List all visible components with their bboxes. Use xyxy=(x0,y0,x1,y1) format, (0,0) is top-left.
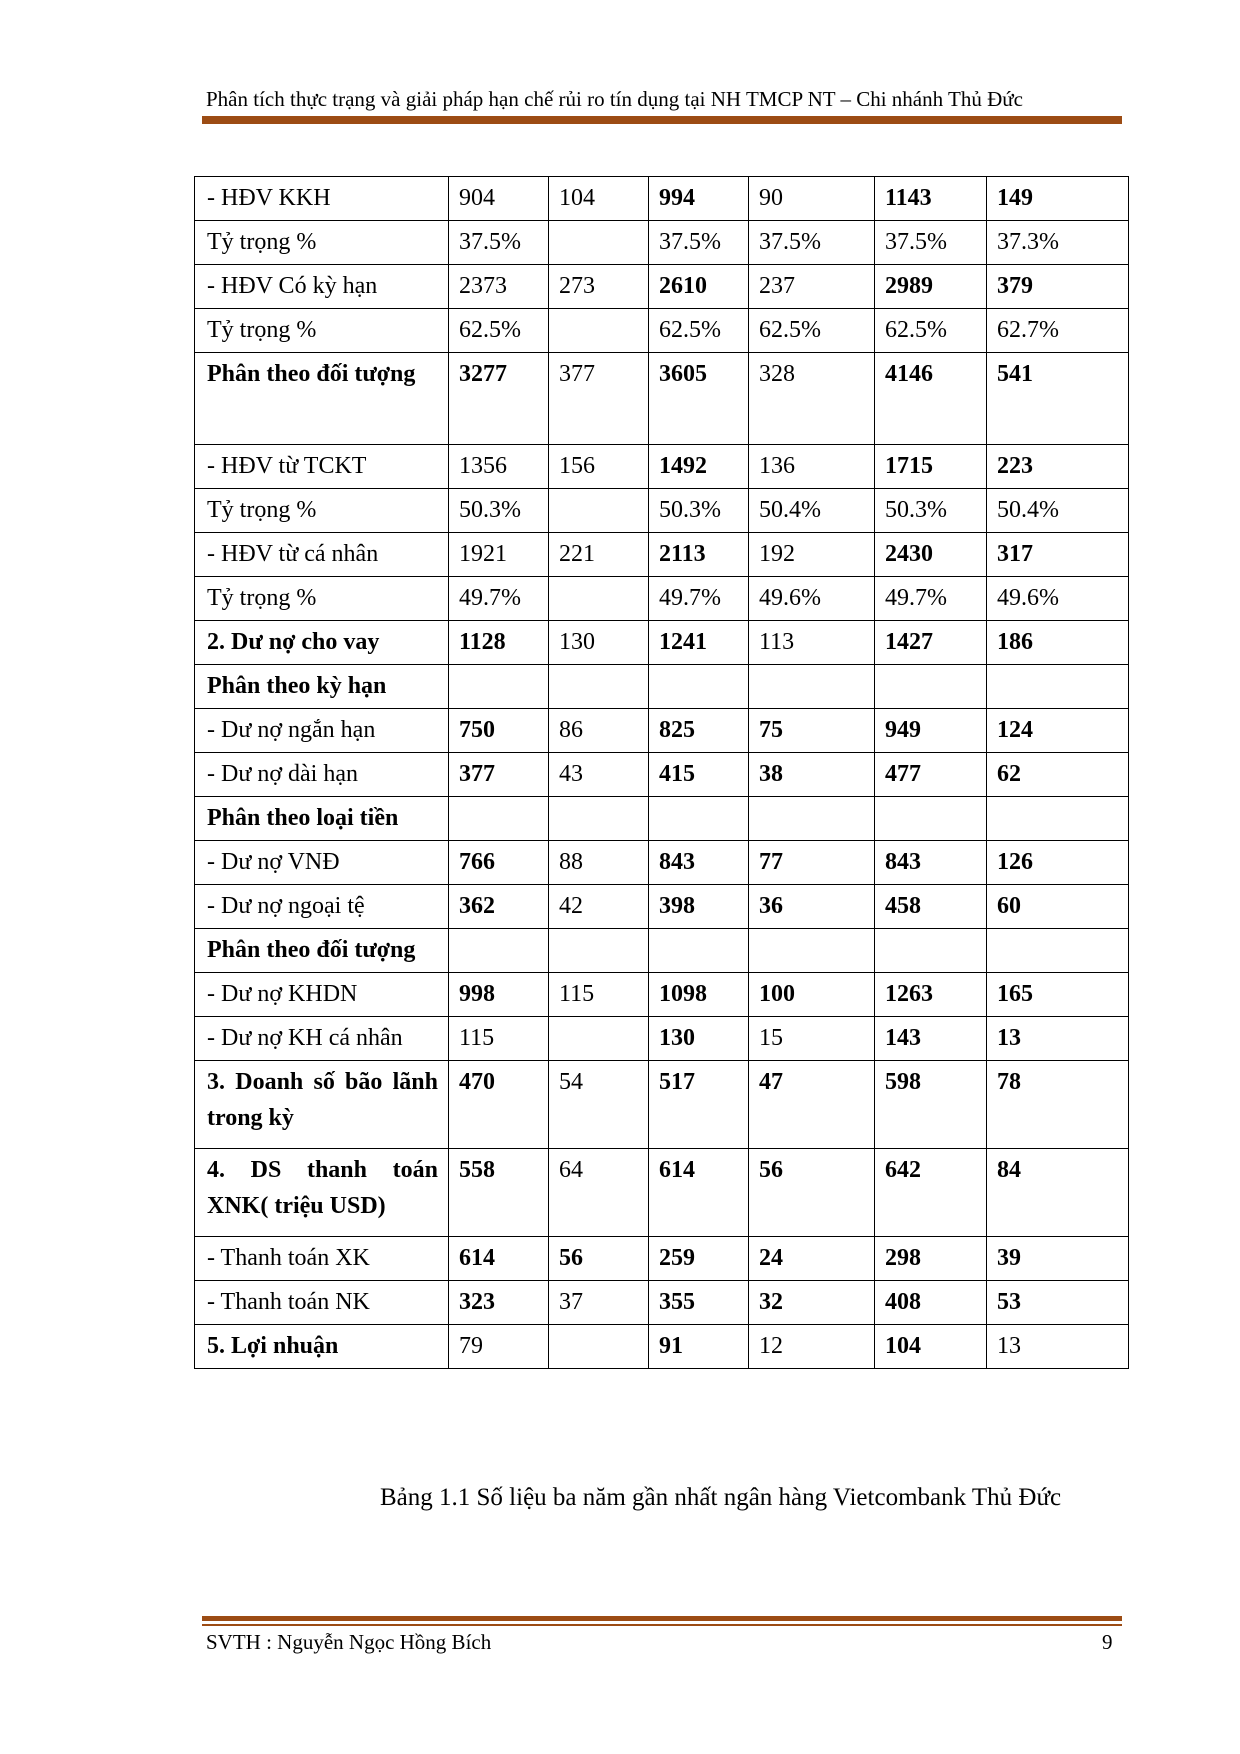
row-label-cell: - HĐV Có kỳ hạn xyxy=(195,265,449,309)
row-label-cell: - Dư nợ KHDN xyxy=(195,973,449,1017)
table-row xyxy=(195,797,1129,841)
value-cell: 64 xyxy=(549,1149,649,1237)
value-cell: 1143 xyxy=(875,177,987,221)
row-label-cell: Tỷ trọng % xyxy=(195,489,449,533)
footer-rule-thin xyxy=(202,1624,1122,1626)
value-cell: 1715 xyxy=(875,445,987,489)
value-cell: 477 xyxy=(875,753,987,797)
value-cell: 49.6% xyxy=(749,577,875,621)
row-label-cell: - Dư nợ ngắn hạn xyxy=(195,709,449,753)
row-label-cell: Phân theo loại tiền xyxy=(195,797,449,841)
row-label-cell: 2. Dư nợ cho vay xyxy=(195,621,449,665)
value-cell xyxy=(449,665,549,709)
value-cell: 149 xyxy=(987,177,1129,221)
row-label-cell: Phân theo đối tượng xyxy=(195,353,449,445)
row-label-cell: - Dư nợ KH cá nhân xyxy=(195,1017,449,1061)
running-header: Phân tích thực trạng và giải pháp hạn chế rủi ro tín dụng tại NH TMCP NT – Chi nhánh Thủ Đức xyxy=(206,87,1023,111)
table-row xyxy=(195,621,1129,665)
value-cell: 1921 xyxy=(449,533,549,577)
value-cell: 86 xyxy=(549,709,649,753)
value-cell: 3277 xyxy=(449,353,549,445)
value-cell xyxy=(749,929,875,973)
value-cell: 62.5% xyxy=(749,309,875,353)
value-cell: 62.5% xyxy=(649,309,749,353)
value-cell: 90 xyxy=(749,177,875,221)
value-cell: 3605 xyxy=(649,353,749,445)
value-cell: 130 xyxy=(549,621,649,665)
value-cell: 1427 xyxy=(875,621,987,665)
value-cell xyxy=(649,797,749,841)
value-cell: 24 xyxy=(749,1237,875,1281)
value-cell: 1263 xyxy=(875,973,987,1017)
value-cell: 104 xyxy=(549,177,649,221)
value-cell: 143 xyxy=(875,1017,987,1061)
table-row xyxy=(195,177,1129,221)
value-cell: 54 xyxy=(549,1061,649,1149)
value-cell: 50.3% xyxy=(649,489,749,533)
value-cell: 843 xyxy=(875,841,987,885)
value-cell: 126 xyxy=(987,841,1129,885)
value-cell: 4146 xyxy=(875,353,987,445)
value-cell: 843 xyxy=(649,841,749,885)
table-row xyxy=(195,1149,1129,1237)
value-cell: 50.3% xyxy=(875,489,987,533)
table-row xyxy=(195,841,1129,885)
row-label-cell: Phân theo kỳ hạn xyxy=(195,665,449,709)
value-cell: 614 xyxy=(449,1237,549,1281)
table-row xyxy=(195,533,1129,577)
value-cell: 541 xyxy=(987,353,1129,445)
value-cell: 91 xyxy=(649,1325,749,1369)
value-cell: 62 xyxy=(987,753,1129,797)
value-cell: 1128 xyxy=(449,621,549,665)
value-cell: 53 xyxy=(987,1281,1129,1325)
value-cell: 2113 xyxy=(649,533,749,577)
value-cell xyxy=(549,221,649,265)
value-cell: 558 xyxy=(449,1149,549,1237)
value-cell: 136 xyxy=(749,445,875,489)
header-rule xyxy=(202,116,1122,124)
row-label-cell: - Thanh toán NK xyxy=(195,1281,449,1325)
value-cell: 88 xyxy=(549,841,649,885)
value-cell xyxy=(875,797,987,841)
value-cell: 377 xyxy=(549,353,649,445)
value-cell: 470 xyxy=(449,1061,549,1149)
value-cell: 156 xyxy=(549,445,649,489)
value-cell: 13 xyxy=(987,1325,1129,1369)
table-row xyxy=(195,309,1129,353)
table-row xyxy=(195,1017,1129,1061)
value-cell: 62.5% xyxy=(449,309,549,353)
value-cell: 998 xyxy=(449,973,549,1017)
value-cell: 949 xyxy=(875,709,987,753)
value-cell: 32 xyxy=(749,1281,875,1325)
value-cell xyxy=(549,797,649,841)
value-cell: 379 xyxy=(987,265,1129,309)
table-row xyxy=(195,929,1129,973)
value-cell: 37.3% xyxy=(987,221,1129,265)
value-cell: 165 xyxy=(987,973,1129,1017)
value-cell: 223 xyxy=(987,445,1129,489)
value-cell: 317 xyxy=(987,533,1129,577)
table-row xyxy=(195,577,1129,621)
value-cell: 298 xyxy=(875,1237,987,1281)
value-cell: 37.5% xyxy=(749,221,875,265)
table-row xyxy=(195,489,1129,533)
table-row xyxy=(195,1325,1129,1369)
row-label-cell: Tỷ trọng % xyxy=(195,309,449,353)
value-cell: 60 xyxy=(987,885,1129,929)
value-cell: 750 xyxy=(449,709,549,753)
value-cell: 614 xyxy=(649,1149,749,1237)
table-row xyxy=(195,1061,1129,1149)
value-cell: 56 xyxy=(749,1149,875,1237)
value-cell: 192 xyxy=(749,533,875,577)
value-cell: 15 xyxy=(749,1017,875,1061)
table-row xyxy=(195,1281,1129,1325)
value-cell: 47 xyxy=(749,1061,875,1149)
value-cell: 825 xyxy=(649,709,749,753)
value-cell: 377 xyxy=(449,753,549,797)
value-cell: 1098 xyxy=(649,973,749,1017)
table-body xyxy=(195,177,1129,1369)
row-label-cell: - Dư nợ dài hạn xyxy=(195,753,449,797)
value-cell: 2430 xyxy=(875,533,987,577)
row-label-cell: - Dư nợ ngoại tệ xyxy=(195,885,449,929)
value-cell xyxy=(549,489,649,533)
value-cell: 50.3% xyxy=(449,489,549,533)
value-cell: 42 xyxy=(549,885,649,929)
value-cell xyxy=(749,797,875,841)
table-row xyxy=(195,353,1129,445)
value-cell: 1241 xyxy=(649,621,749,665)
value-cell: 186 xyxy=(987,621,1129,665)
value-cell: 2373 xyxy=(449,265,549,309)
value-cell: 49.7% xyxy=(875,577,987,621)
row-label-cell: 3. Doanh số bão lãnh trong kỳ xyxy=(195,1061,449,1149)
value-cell xyxy=(987,665,1129,709)
table-row xyxy=(195,265,1129,309)
value-cell xyxy=(649,929,749,973)
table-caption: Bảng 1.1 Số liệu ba năm gần nhất ngân hàng Vietcombank Thủ Đức xyxy=(380,1484,1062,1511)
value-cell: 115 xyxy=(549,973,649,1017)
value-cell xyxy=(549,577,649,621)
row-label-cell: - Thanh toán XK xyxy=(195,1237,449,1281)
table-row xyxy=(195,221,1129,265)
table-row xyxy=(195,885,1129,929)
value-cell: 62.5% xyxy=(875,309,987,353)
footer-rule xyxy=(202,1616,1122,1621)
value-cell: 50.4% xyxy=(749,489,875,533)
value-cell xyxy=(987,797,1129,841)
row-label-cell: Phân theo đối tượng xyxy=(195,929,449,973)
value-cell: 1356 xyxy=(449,445,549,489)
value-cell xyxy=(549,309,649,353)
value-cell xyxy=(749,665,875,709)
value-cell: 84 xyxy=(987,1149,1129,1237)
value-cell: 408 xyxy=(875,1281,987,1325)
row-label-cell: 4. DS thanh toán XNK( triệu USD) xyxy=(195,1149,449,1237)
value-cell: 12 xyxy=(749,1325,875,1369)
table-row xyxy=(195,445,1129,489)
row-label-cell: Tỷ trọng % xyxy=(195,577,449,621)
value-cell: 113 xyxy=(749,621,875,665)
bank-figures-table xyxy=(194,176,1129,1369)
value-cell: 598 xyxy=(875,1061,987,1149)
value-cell: 1492 xyxy=(649,445,749,489)
value-cell: 124 xyxy=(987,709,1129,753)
page-number: 9 xyxy=(1102,1630,1113,1654)
value-cell: 415 xyxy=(649,753,749,797)
value-cell: 259 xyxy=(649,1237,749,1281)
value-cell: 273 xyxy=(549,265,649,309)
value-cell: 62.7% xyxy=(987,309,1129,353)
value-cell xyxy=(449,797,549,841)
table-row xyxy=(195,753,1129,797)
value-cell xyxy=(549,1325,649,1369)
value-cell: 221 xyxy=(549,533,649,577)
value-cell: 323 xyxy=(449,1281,549,1325)
value-cell: 398 xyxy=(649,885,749,929)
table-row xyxy=(195,709,1129,753)
row-label-cell: - HĐV từ TCKT xyxy=(195,445,449,489)
table-row xyxy=(195,665,1129,709)
value-cell xyxy=(649,665,749,709)
value-cell: 38 xyxy=(749,753,875,797)
value-cell xyxy=(875,929,987,973)
value-cell: 77 xyxy=(749,841,875,885)
value-cell: 104 xyxy=(875,1325,987,1369)
row-label-cell: 5. Lợi nhuận xyxy=(195,1325,449,1369)
value-cell: 37 xyxy=(549,1281,649,1325)
value-cell: 43 xyxy=(549,753,649,797)
value-cell: 115 xyxy=(449,1017,549,1061)
value-cell: 13 xyxy=(987,1017,1129,1061)
value-cell: 49.6% xyxy=(987,577,1129,621)
value-cell xyxy=(875,665,987,709)
value-cell: 100 xyxy=(749,973,875,1017)
row-label-cell: - HĐV KKH xyxy=(195,177,449,221)
value-cell xyxy=(449,929,549,973)
value-cell: 458 xyxy=(875,885,987,929)
table-row xyxy=(195,1237,1129,1281)
value-cell: 2610 xyxy=(649,265,749,309)
value-cell: 994 xyxy=(649,177,749,221)
row-label-cell: - Dư nợ VNĐ xyxy=(195,841,449,885)
row-label-cell: Tỷ trọng % xyxy=(195,221,449,265)
value-cell xyxy=(549,929,649,973)
value-cell: 237 xyxy=(749,265,875,309)
value-cell: 78 xyxy=(987,1061,1129,1149)
value-cell: 39 xyxy=(987,1237,1129,1281)
value-cell: 50.4% xyxy=(987,489,1129,533)
value-cell xyxy=(549,1017,649,1061)
value-cell: 56 xyxy=(549,1237,649,1281)
value-cell: 362 xyxy=(449,885,549,929)
value-cell: 355 xyxy=(649,1281,749,1325)
value-cell: 2989 xyxy=(875,265,987,309)
value-cell: 130 xyxy=(649,1017,749,1061)
footer-author: SVTH : Nguyễn Ngọc Hồng Bích xyxy=(206,1630,492,1654)
value-cell: 517 xyxy=(649,1061,749,1149)
value-cell: 49.7% xyxy=(449,577,549,621)
value-cell: 904 xyxy=(449,177,549,221)
value-cell: 328 xyxy=(749,353,875,445)
value-cell: 642 xyxy=(875,1149,987,1237)
value-cell: 766 xyxy=(449,841,549,885)
value-cell: 75 xyxy=(749,709,875,753)
value-cell: 37.5% xyxy=(875,221,987,265)
value-cell: 36 xyxy=(749,885,875,929)
table-row xyxy=(195,973,1129,1017)
value-cell: 37.5% xyxy=(449,221,549,265)
value-cell xyxy=(549,665,649,709)
value-cell: 37.5% xyxy=(649,221,749,265)
value-cell: 49.7% xyxy=(649,577,749,621)
row-label-cell: - HĐV từ cá nhân xyxy=(195,533,449,577)
value-cell xyxy=(987,929,1129,973)
value-cell: 79 xyxy=(449,1325,549,1369)
